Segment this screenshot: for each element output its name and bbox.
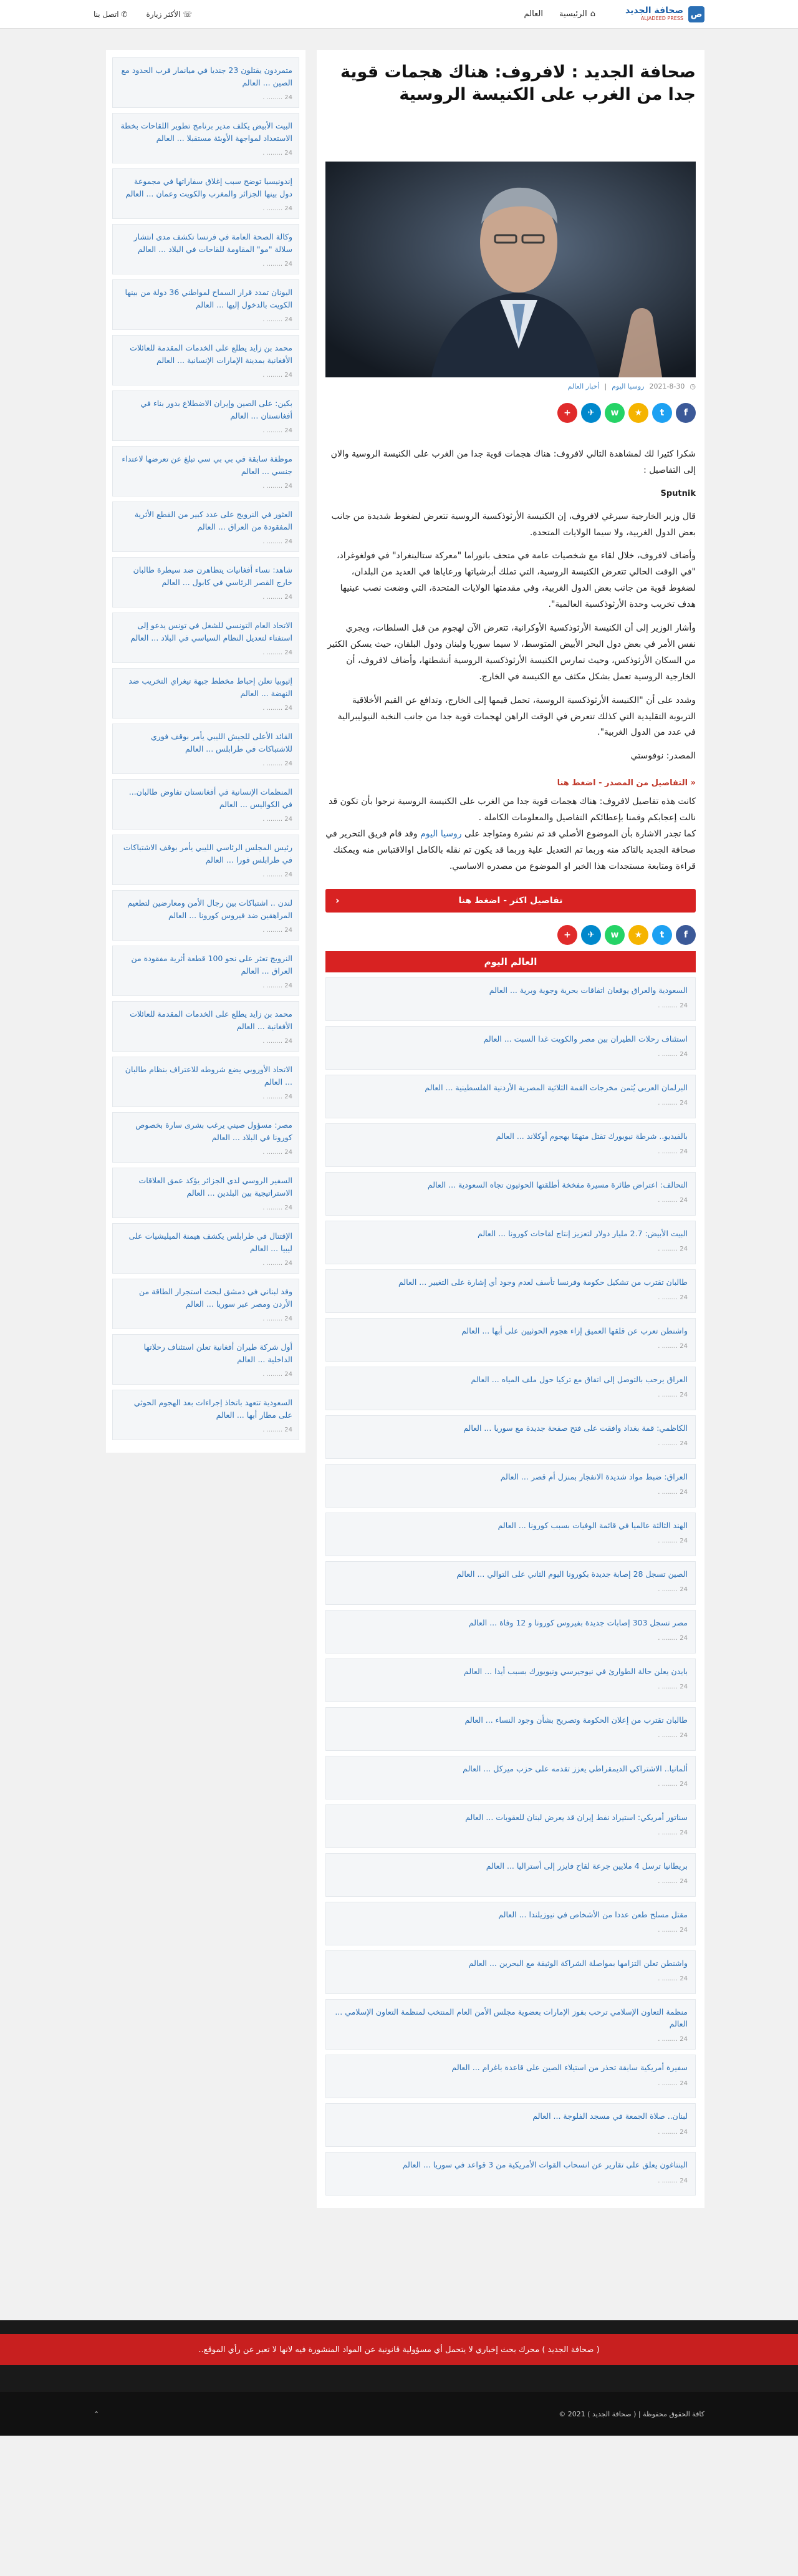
article-source-tag: Sputnik	[660, 488, 696, 498]
related-news-item-title[interactable]: البرلمان العربي يُثمن مخرجات القمة الثلاثية المصرية الأردنية الفلسطينية ... العالم	[425, 1082, 688, 1092]
sidebar-news-item-date: 24 ........ .	[262, 1038, 292, 1045]
related-news-item[interactable]	[325, 1026, 696, 1070]
related-news-item-title[interactable]: واشنطن تعرب عن قلقها العميق إزاء هجوم الحوثيين على أبها ... العالم	[461, 1325, 688, 1335]
related-news-item[interactable]	[325, 1123, 696, 1167]
sidebar	[106, 50, 305, 1453]
sidebar-news-item-title[interactable]: الاتحاد العام التونسي للشغل في تونس يدعو إلى استفتاء لتعديل النظام السياسي في البلاد ... العالم	[130, 621, 292, 642]
related-news-item[interactable]	[325, 1269, 696, 1313]
logo-text: صحافة الجديد	[625, 6, 683, 16]
sidebar-news-item[interactable]	[112, 57, 299, 108]
sidebar-news-item-title[interactable]: شاهد: نساء أفغانيات يتظاهرن ضد سيطرة طالبان خارج القصر الرئاسي في كابول ... العالم	[133, 565, 292, 587]
related-news-item[interactable]	[325, 1999, 696, 2050]
logo-subtext: ALJADEED PRESS	[640, 15, 683, 21]
sidebar-news-item-date: 24 ........ .	[262, 372, 292, 379]
sidebar-news-item-date: 24 ........ .	[262, 261, 292, 268]
article-image	[325, 162, 696, 377]
sidebar-news-item[interactable]	[112, 1168, 299, 1218]
related-news-item-date: 24 ........ .	[658, 1927, 688, 1934]
related-news-item-date: 24 ........ .	[658, 1586, 688, 1593]
sidebar-news-item-title[interactable]: رئيس المجلس الرئاسي الليبي يأمر بوقف الاشتباكات في طرابلس فورا ... العالم	[123, 843, 292, 864]
related-news-item-title[interactable]: بريطانيا ترسل 4 ملايين جرعة لقاح فايزر إلى أستراليا ... العالم	[486, 1861, 688, 1871]
related-news-item-date: 24 ........ .	[658, 1197, 688, 1204]
related-news-item[interactable]	[325, 1658, 696, 1702]
top-links	[94, 10, 192, 19]
related-news-item-title[interactable]: الصين تسجل 28 إصابة جديدة بكورونا اليوم الثاني على التوالي ... العالم	[456, 1569, 688, 1579]
article-column	[317, 50, 704, 2208]
related-news-item[interactable]	[325, 2152, 696, 2196]
related-news-item-title[interactable]: بالفيديو.. شرطة نيويورك تقتل متهمًا بهجوم أوكلاند ... العالم	[496, 1131, 688, 1141]
source-details-link[interactable]: « التفاصيل من المصدر - اضغط هنا	[557, 778, 696, 788]
related-news-item[interactable]	[325, 1902, 696, 1945]
clock-icon: ◷	[690, 382, 696, 390]
plus-icon[interactable]: +	[557, 403, 577, 423]
related-news-item-date: 24 ........ .	[658, 1392, 688, 1398]
facebook-icon[interactable]: f	[676, 925, 696, 945]
article-date: 2021-8-30	[649, 382, 685, 390]
sidebar-news-item[interactable]	[112, 946, 299, 996]
related-news-item-date: 24 ........ .	[658, 1002, 688, 1009]
related-news-item[interactable]	[325, 1756, 696, 1799]
sidebar-news-item-title[interactable]: القائد الأعلى للجيش الليبي يأمر بوقف فوري للاشتباكات في طرابلس ... العالم	[150, 732, 292, 753]
sidebar-news-item-date: 24 ........ .	[262, 427, 292, 434]
article-paragraph: وأضاف لافروف، خلال لقاء مع شخصيات عامة في متحف بانوراما "معركة ستالينغراد" في فولغوغراد، "في الوقت الحالي تتعرض الكنيسة الروسية، التي تملك أبرشياتها ورعاياها في العديد من البلدان، لضغوط قوية من جانب بعض الدول الغربية، وفي مقدمتها الولايات المتحدة، التي وضعت نصب عينيها هدف تخريب وحدة الأرثوذكسية العالمية".	[336, 551, 696, 610]
nav-home[interactable]: ⌂ الرئيسية	[559, 9, 596, 19]
related-news-item-date: 24 ........ .	[658, 1635, 688, 1642]
related-news-item-date: 24 ........ .	[658, 1683, 688, 1690]
sidebar-news-item-title[interactable]: متمردون يقتلون 23 جنديا في ميانمار قرب الحدود مع الصين ... العالم	[121, 65, 292, 87]
sidebar-news-item[interactable]	[112, 890, 299, 941]
top-navbar	[0, 0, 798, 29]
sidebar-news-item-date: 24 ........ .	[262, 982, 292, 989]
related-news-item-date: 24 ........ .	[658, 1246, 688, 1252]
sidebar-news-item-title[interactable]: أول شركة طيران أفغانية تعلن استئناف رحلاتها الداخلية ... العالم	[143, 1342, 292, 1364]
related-news-item-title[interactable]: مقتل مسلح طعن عددا من الأشخاص في نيوزيلندا ... العالم	[498, 1909, 688, 1919]
sidebar-news-item[interactable]	[112, 1279, 299, 1329]
related-news-item[interactable]	[325, 1853, 696, 1897]
main-nav	[524, 9, 595, 19]
related-news-item-date: 24 ........ .	[658, 1975, 688, 1982]
related-news-item-date: 24 ........ .	[658, 1489, 688, 1496]
sidebar-news-item[interactable]	[112, 668, 299, 719]
sidebar-news-item-date: 24 ........ .	[262, 760, 292, 767]
twitter-icon[interactable]: t	[652, 925, 672, 945]
article-meta: ◷ 2021-8-30 روسيا اليوم | أخبار العالم	[567, 382, 696, 390]
footer-copyright-bar	[0, 2392, 798, 2436]
related-news-item-date: 24 ........ .	[658, 1829, 688, 1836]
related-news-item-date: 24 ........ .	[658, 1294, 688, 1301]
sidebar-news-item-title[interactable]: اليونان تمدد قرار السماح لمواطني 36 دولة من بينها الكويت بالدخول إليها ... العالم	[125, 288, 292, 309]
sidebar-news-item[interactable]	[112, 779, 299, 830]
sidebar-news-item-date: 24 ........ .	[262, 205, 292, 212]
sidebar-news-item[interactable]	[112, 224, 299, 274]
footer-copyright: كافة الحقوق محفوظة | ( صحافة الجديد ) 2021 ©	[559, 2409, 704, 2418]
sidebar-news-item-date: 24 ........ .	[262, 1426, 292, 1433]
sidebar-news-item-title[interactable]: العثور في النرويج على عدد كبير من القطع الأثرية المفقودة من العراق ... العالم	[134, 510, 292, 531]
home-icon: ⌂	[590, 9, 596, 19]
article-source[interactable]: روسيا اليوم	[612, 382, 645, 390]
source-link[interactable]: روسيا اليوم	[420, 828, 462, 839]
related-news-item[interactable]	[325, 1513, 696, 1556]
related-news-item-title[interactable]: البنتاغون يعلق على تقارير عن انسحاب القوات الأمريكية من 3 قواعد في سوريا ... العالم	[402, 2160, 688, 2170]
related-news-item-title[interactable]: مصر تسجل 303 إصابات جديدة بفيروس كورونا و 12 وفاة ... العالم	[468, 1617, 688, 1627]
sidebar-news-item-date: 24 ........ .	[262, 1371, 292, 1378]
sidebar-news-item-date: 24 ........ .	[262, 483, 292, 490]
section-title: العالم اليوم	[325, 951, 696, 972]
related-news-item-title[interactable]: لبنان.. صلاة الجمعة في مسجد الفلوجة ... العالم	[532, 2111, 688, 2121]
contact-link[interactable]: ✆ اتصل بنا	[94, 9, 128, 19]
sidebar-news-item-date: 24 ........ .	[262, 94, 292, 101]
phone-icon: ☏	[180, 9, 193, 19]
related-news-item-date: 24 ........ .	[658, 2080, 688, 2087]
sidebar-news-item[interactable]	[112, 1001, 299, 1052]
article-intro: شكرا كثيرا لك لمشاهدة التالي لافروف: هناك هجمات قوية جدا من الغرب على الكنيسة الروسية والان إلى التفاصيل :	[330, 448, 696, 475]
sidebar-news-item-title[interactable]: الاتحاد الأوروبي يضع شروطه للاعتراف بنظام طالبان ... العالم	[125, 1065, 292, 1087]
telegram-icon[interactable]: ✈	[581, 403, 601, 423]
sidebar-news-item[interactable]	[112, 613, 299, 663]
sidebar-news-item[interactable]	[112, 724, 299, 774]
facebook-icon[interactable]: f	[676, 403, 696, 423]
related-news-item-date: 24 ........ .	[658, 1343, 688, 1350]
whatsapp-icon[interactable]: w	[605, 403, 625, 423]
related-news-item-date: 24 ........ .	[658, 1878, 688, 1885]
sidebar-news-item-title[interactable]: إثيوبيا تعلن إحباط مخطط جبهة تيغراي التخريب ضد النهضة ... العالم	[128, 676, 292, 698]
related-news-item-title[interactable]: سناتور أمريكي: استيراد نفط إيران قد يعرض لبنان للعقوبات ... العالم	[465, 1812, 688, 1822]
star-icon[interactable]: ★	[628, 925, 648, 945]
related-news-item-title[interactable]: العراق يرحب بالتوصل إلى اتفاق مع تركيا حول ملف المياه ... العالم	[471, 1374, 688, 1384]
related-news-item[interactable]	[325, 1318, 696, 1362]
sidebar-news-item-title[interactable]: محمد بن زايد يطلع على الخدمات المقدمة للعائلات الأفغانية بمدينة الإمارات الإنسانية ... العالم	[130, 343, 292, 365]
sidebar-news-item-date: 24 ........ .	[262, 150, 292, 157]
related-news-item-date: 24 ........ .	[658, 1100, 688, 1106]
whatsapp-icon[interactable]: w	[605, 925, 625, 945]
sidebar-news-item-title[interactable]: مصر: مسؤول صيني يرغب بشرى سارة بخصوص كورونا في البلاد ... العالم	[135, 1120, 292, 1142]
footer	[0, 2320, 798, 2436]
sidebar-news-item[interactable]	[112, 113, 299, 163]
related-news-item[interactable]	[325, 1367, 696, 1410]
sidebar-news-item-date: 24 ........ .	[262, 816, 292, 823]
twitter-icon[interactable]: t	[652, 403, 672, 423]
related-news-item-title[interactable]: التحالف: اعتراض طائرة مسيرة مفخخة أطلقتها الحوثيون تجاه السعودية ... العالم	[427, 1179, 688, 1189]
related-news-item-title[interactable]: منظمة التعاون الإسلامي ترحب بفوز الإمارات بعضوية مجلس الأمن العام المنتخب لمنظمة التعاون الإسلامي ... العالم	[335, 2007, 688, 2028]
related-news-item-title[interactable]: واشنطن تعلن التزامها بمواصلة الشراكة الوثيقة مع البحرين ... العالم	[468, 1958, 688, 1968]
sidebar-news-item[interactable]	[112, 279, 299, 330]
article-title: صحافة الجديد : لافروف: هناك هجمات قوية جدا من الغرب على الكنيسة الروسية	[340, 62, 696, 105]
related-news-item-title[interactable]: استئناف رحلات الطيران بين مصر والكويت غدا السبت ... العالم	[483, 1034, 688, 1043]
sidebar-news-item[interactable]	[112, 168, 299, 219]
sidebar-news-item-title[interactable]: محمد بن زايد يطلع على الخدمات المقدمة للعائلات الأفغانية ... العالم	[130, 1009, 292, 1031]
telegram-icon[interactable]: ✈	[581, 925, 601, 945]
sidebar-news-item[interactable]	[112, 1390, 299, 1440]
sidebar-news-item-date: 24 ........ .	[262, 705, 292, 712]
related-news-item-title[interactable]: طالبان تقترب من تشكيل حكومة وفرنسا تأسف لعدم وجود أي إشارة على التغيير ... العالم	[398, 1277, 688, 1287]
sidebar-news-item-title[interactable]: بكين: على الصين وإيران الاضطلاع بدور بناء في أفغانستان ... العالم	[140, 399, 292, 420]
sidebar-news-item-date: 24 ........ .	[262, 594, 292, 601]
article-paragraph: قال وزير الخارجية سيرغي لافروف، إن الكنيسة الأرثوذكسية الروسية تتعرض لضغوط شديدة من جانب بعض الدول الغربية، ولا سيما الولايات المتحدة.	[331, 511, 696, 538]
sidebar-news-item-date: 24 ........ .	[262, 1260, 292, 1267]
related-news-item-title[interactable]: سفيرة أمريكية سابقة تحذر من استيلاء الصين على قاعدة باغرام ... العالم	[451, 2063, 688, 2073]
sidebar-news-item-title[interactable]: المنظمات الإنسانية في أفغانستان تفاوض طالبان... في الكواليس ... العالم	[128, 787, 292, 809]
sidebar-news-item-title[interactable]: إندونيسيا توضح سبب إغلاق سفاراتها في مجموعة دول بينها الجزائر والمغرب والكويت وعمان ... العالم	[125, 177, 292, 198]
related-news-item[interactable]	[325, 2055, 696, 2098]
sidebar-news-item-title[interactable]: السفير الروسي لدى الجزائر يؤكد عمق العلاقات الاستراتيجية بين البلدين ... العالم	[138, 1176, 292, 1198]
sidebar-news-item-title[interactable]: الإقتتال في طرابلس يكشف هيمنة الميليشيات على ليبيا ... العالم	[128, 1231, 292, 1253]
related-news-item-title[interactable]: بايدن يعلن حالة الطوارئ في نيوجيرسي ونيويورك بسبب أيدا ... العالم	[464, 1666, 688, 1676]
related-news-item[interactable]	[325, 2103, 696, 2147]
related-news-item[interactable]	[325, 1464, 696, 1508]
related-news-item[interactable]	[325, 1172, 696, 1216]
sidebar-news-item-date: 24 ........ .	[262, 927, 292, 934]
sidebar-news-item-title[interactable]: موظفة سابقة في بي بي سي تبلغ عن تعرضها لاعتداء جنسي ... العالم	[122, 454, 292, 476]
related-news-item-date: 24 ........ .	[658, 1732, 688, 1739]
related-news-item[interactable]	[325, 1707, 696, 1751]
sidebar-news-item[interactable]	[112, 1334, 299, 1385]
related-news-item-title[interactable]: طالبان تقترب من إعلان الحكومة وتصريح بشأن وجود النساء ... العالم	[464, 1715, 688, 1725]
article-paragraph: المصدر: نوفوستي	[630, 751, 696, 762]
more-details-button[interactable]: تفاصيل اكثر - اضغط هنا ‹	[325, 889, 696, 913]
sidebar-news-item[interactable]	[112, 835, 299, 885]
sidebar-news-item-date: 24 ........ .	[262, 1093, 292, 1100]
sidebar-news-item-title[interactable]: وفد لبناني في دمشق لبحث استجرار الطاقة من الأردن ومصر عبر سوريا ... العالم	[138, 1287, 292, 1309]
related-news-item-title[interactable]: السعودية والعراق يوقعان اتفاقات بحرية وجوية وبرية ... العالم	[489, 985, 688, 995]
related-news-item[interactable]	[325, 1221, 696, 1264]
sidebar-news-item[interactable]	[112, 335, 299, 385]
related-news-item-title[interactable]: الهند الثالثة عالميا في قائمة الوفيات بسبب كورونا ... العالم	[498, 1520, 688, 1530]
related-news-item[interactable]	[325, 1804, 696, 1848]
sidebar-news-item[interactable]	[112, 446, 299, 496]
portrait-image	[325, 162, 696, 377]
sidebar-news-item-title[interactable]: النرويج تعثر على نحو 100 قطعة أثرية مفقودة من العراق ... العالم	[131, 954, 292, 976]
sidebar-news-item-date: 24 ........ .	[262, 1315, 292, 1322]
related-news-item[interactable]	[325, 1610, 696, 1654]
share-bar-top	[325, 403, 696, 423]
article-paragraph: وشدد على أن "الكنيسة الأرثوذكسية الروسية، تحمل قيمها إلى الخارج، وتدافع عن القيم الأخلاقية التربوية التقليدية التي كذلك تتعرض في الوقت الراهن لهجمات قوية جدا من جانب النخبة النيوليبرالية في عدد من الدول الغربية".	[337, 695, 696, 738]
sidebar-news-item[interactable]	[112, 1057, 299, 1107]
logo-mark-icon: ص	[688, 6, 704, 22]
article-category[interactable]: أخبار العالم	[567, 382, 600, 390]
plus-icon[interactable]: +	[557, 925, 577, 945]
sidebar-news-item-title[interactable]: السعودية تتعهد باتخاذ إجراءات بعد الهجوم الحوثي على مطار أبها ... العالم	[133, 1398, 292, 1420]
related-news-item[interactable]	[325, 1075, 696, 1118]
related-news-item-date: 24 ........ .	[658, 1051, 688, 1058]
sidebar-news-item[interactable]	[112, 1112, 299, 1163]
related-news-item-date: 24 ........ .	[658, 1781, 688, 1788]
sidebar-news-item-title[interactable]: وكالة الصحة العامة في فرنسا تكشف مدى انتشار سلالة "مو" المقاومة للقاحات في البلاد ... العالم	[133, 232, 292, 254]
article-body	[325, 447, 696, 765]
related-news-item[interactable]	[325, 1561, 696, 1605]
sidebar-news-item[interactable]	[112, 390, 299, 441]
related-news-item-title[interactable]: ألمانيا.. الاشتراكي الديمقراطي يعزز تقدمه على حزب ميركل ... العالم	[463, 1763, 688, 1773]
sidebar-news-item[interactable]	[112, 1223, 299, 1274]
related-news-item-date: 24 ........ .	[658, 1537, 688, 1544]
related-news-item[interactable]	[325, 1415, 696, 1459]
article-closing-note: كانت هذه تفاصيل لافروف: هناك هجمات قوية جدا من الغرب على الكنيسة الروسية نرجوا بأن تكون قد نالت إعجابكم وقمنا بإعطائكم التفاصيل والمعلومات الكاملة . كما تجدر الاشارة بأن الموضوع الأصلي قد تم نشرة ومتواجد على روسيا اليوم وقد قام فريق التحرير في صحافة الجديد بالتاكد منه وربما تم التعديل علية وربما قد يكون تم نقله بالكامل اوالاقتباس منه ويمكنك قراءة ومتابعة مستجدات هذا الخبر او الموضوع من مصدره الاساسي.	[325, 797, 696, 871]
related-news-item-title[interactable]: الكاظمي: قمة بغداد وافقت على فتح صفحة جديدة مع سوريا ... العالم	[463, 1423, 688, 1433]
chevron-left-icon: ‹	[335, 894, 340, 907]
share-bar-bottom	[325, 925, 696, 945]
site-logo[interactable]	[524, 6, 704, 22]
related-news-item[interactable]	[325, 1950, 696, 1994]
footer-disclaimer: ( صحافة الجديد ) محرك بحث إخباري لا يتحمل أي مسؤولية قانونية عن المواد المنشورة فيه لانها لا تعبر عن رأي الموقع..	[0, 2334, 798, 2365]
back-to-top-icon[interactable]: ⌃	[94, 2409, 100, 2418]
related-news-item-date: 24 ........ .	[658, 2128, 688, 2136]
related-news-item-date: 24 ........ .	[658, 2036, 688, 2043]
sidebar-news-item-date: 24 ........ .	[262, 538, 292, 545]
sidebar-news-item[interactable]	[112, 501, 299, 552]
related-news-list	[325, 977, 696, 2196]
related-news-item-title[interactable]: العراق: ضبط مواد شديدة الانفجار بمنزل أم قصر ... العالم	[500, 1471, 688, 1481]
sidebar-news-item-title[interactable]: البيت الأبيض يكلف مدير برنامج تطوير اللقاحات بخطة الاستعداد لمواجهة الأوبئة مستقبلا ... العالم	[120, 121, 292, 143]
related-news-item[interactable]	[325, 977, 696, 1021]
related-news-item-date: 24 ........ .	[658, 1440, 688, 1447]
star-icon[interactable]: ★	[628, 403, 648, 423]
sidebar-news-item-date: 24 ........ .	[262, 649, 292, 656]
sidebar-news-item-date: 24 ........ .	[262, 316, 292, 323]
content-wrapper	[94, 50, 704, 2208]
sidebar-news-item-date: 24 ........ .	[262, 1149, 292, 1156]
sidebar-news-item-date: 24 ........ .	[262, 871, 292, 878]
sidebar-news-item-title[interactable]: لندن .. اشتباكات بين رجال الأمن ومعارضين لتطعيم المراهقين ضد فيروس كورونا ... العالم	[127, 898, 292, 920]
related-news-item-date: 24 ........ .	[658, 1148, 688, 1155]
sidebar-news-item[interactable]	[112, 557, 299, 608]
double-chevron-icon: «	[690, 778, 696, 788]
related-news-item-title[interactable]: البيت الأبيض: 2.7 مليار دولار لتعزيز إنتاج لقاحات كورونا ... العالم	[478, 1228, 688, 1238]
sidebar-news-item-date: 24 ........ .	[262, 1204, 292, 1211]
article-paragraph: وأشار الوزير إلى أن الكنيسة الأرثوذكسية الأوكرانية، تتعرض الآن لهجوم من قبل السلطات، ويجري نفس الأمر في بعض دول البحر الأبيض المتوسط، لا سيما سوريا ولبنان ودول البلقان، حيث يسكن الكثير من السكان الأرثوذكس، وحيث تمارس الكنيسة الأرثوذكسية الروسية أنشطتها، وأضاف لافروف، أن الخارجية الروسية تعمل بشكل مكثف مع الكنيسة في الخارج.	[327, 623, 696, 682]
sidebar-news-list	[112, 57, 299, 1440]
phone-icon: ✆	[118, 9, 128, 19]
nav-world[interactable]: العالم	[524, 9, 543, 19]
most-visited-link[interactable]: ☏ الأكثر زيارة	[146, 9, 193, 19]
related-news-item-date: 24 ........ .	[658, 2177, 688, 2184]
